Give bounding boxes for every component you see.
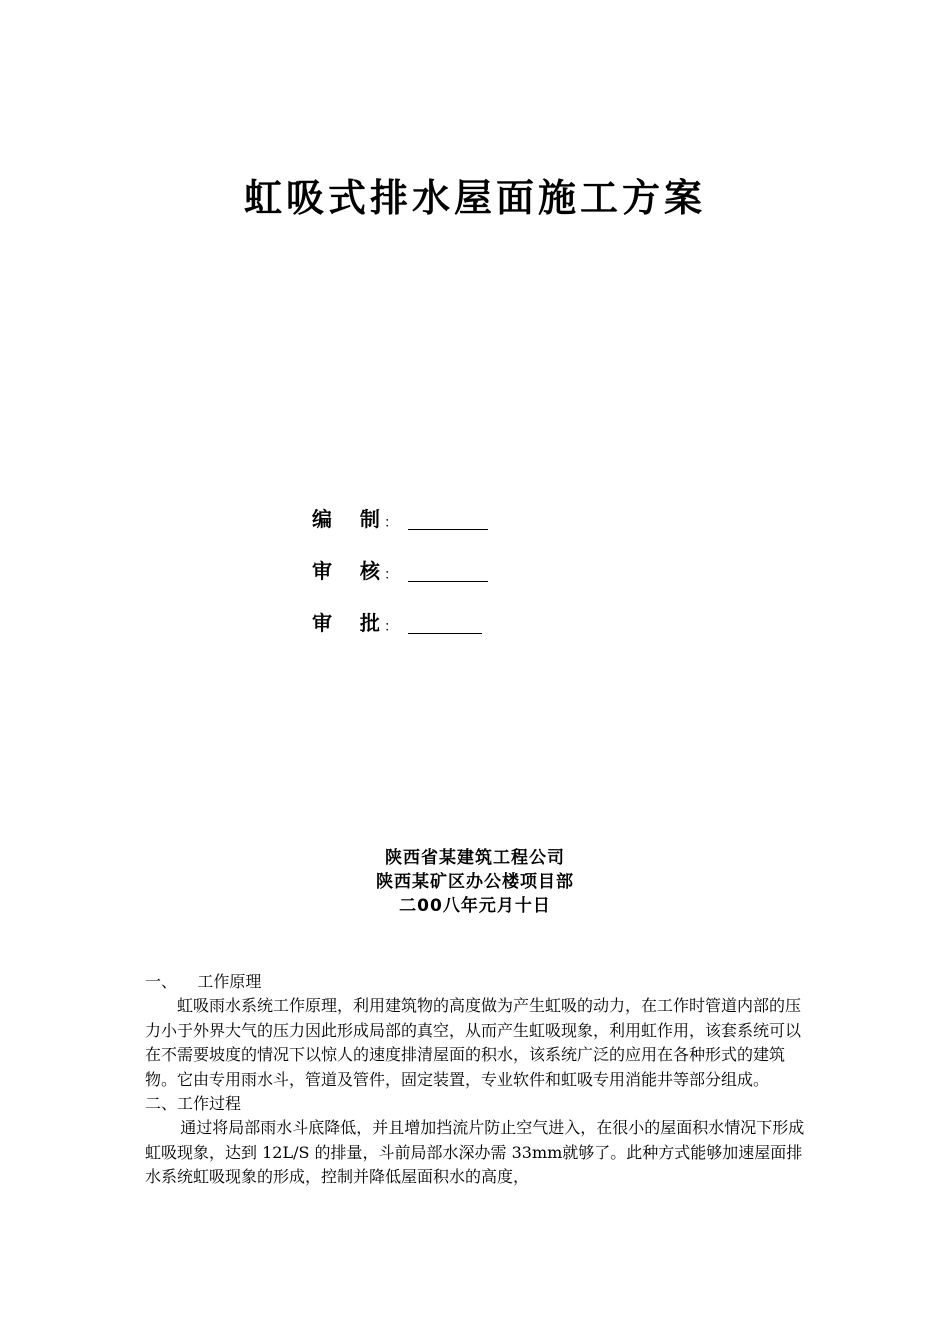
- signature-colon: ：: [384, 619, 398, 635]
- signature-row-review: [312, 554, 488, 584]
- document-body: [145, 970, 810, 1190]
- signature-colon: ：: [384, 567, 398, 583]
- signature-label: 审 核: [312, 559, 380, 583]
- signature-blank-line: [408, 611, 482, 634]
- section-paragraph: 虹吸雨水系统工作原理，利用建筑物的高度做为产生虹吸的动力，在工作时管道内部的压力小于外界大气的压力因此形成局部的真空，从而产生虹吸现象，利用虹作用，该套系统可以在不需要坡度的情况下以惊人的速度排清屋面的积水，该系统广泛的应用在各种形式的建筑物。它由专用雨水斗，管道及管件，固定装置，专业软件和虹吸专用消能井等部分组成。: [145, 996, 802, 1089]
- signature-blank-line: [408, 559, 488, 582]
- section-heading: 二、工作过程: [145, 1094, 242, 1114]
- signature-colon: ：: [384, 515, 398, 531]
- organization-block: [0, 846, 950, 918]
- document-date: 二00八年元月十日: [399, 896, 551, 916]
- company-name: 陕西省某建筑工程公司: [385, 848, 565, 868]
- document-title: 虹吸式排水屋面施工方案: [243, 176, 706, 220]
- signature-label: 编 制: [312, 507, 380, 531]
- section-paragraph: 通过将局部雨水斗底降低，并且增加挡流片防止空气进入，在很小的屋面积水情况下形成虹吸现象，达到 12L/S 的排量，斗前局部水深办需 33mm就够了。此种方式能够加速屋面排水系统虹吸现象的形成，控制并降低屋面积水的高度，: [145, 1118, 805, 1187]
- signature-blank-line: [408, 507, 488, 530]
- signature-row-compile: [312, 502, 488, 532]
- section-heading: 一、 工作原理: [145, 972, 262, 991]
- signature-label: 审 批: [312, 611, 380, 635]
- project-department: 陕西某矿区办公楼项目部: [376, 872, 574, 892]
- signature-row-approve: [312, 606, 482, 636]
